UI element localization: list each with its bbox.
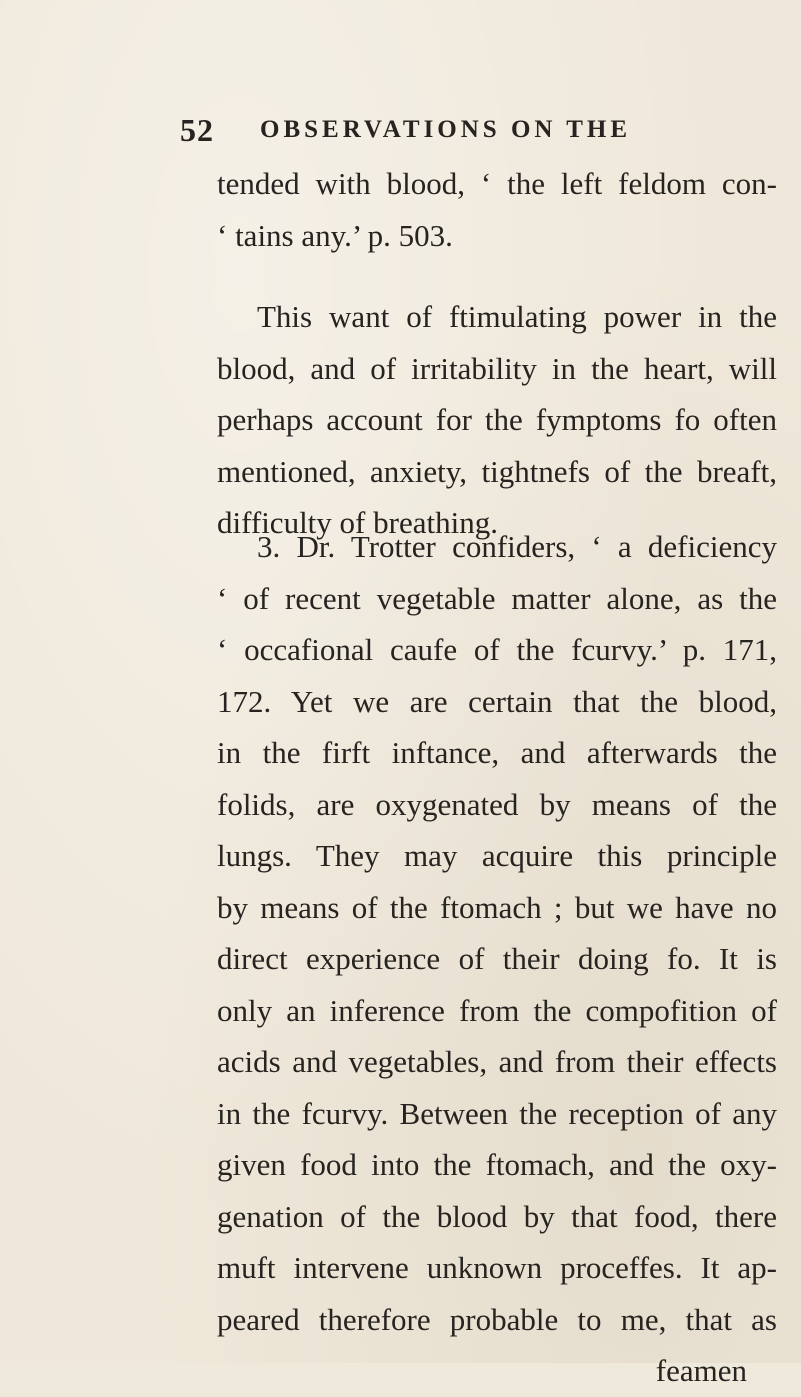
paragraph-trotter	[217, 521, 777, 1397]
text-line: tended with blood, ‘ the left feldom con-	[217, 166, 777, 201]
page-number: 52	[180, 112, 214, 148]
text-line: mentioned, anxiety, tightnefs of the breaft,	[217, 453, 777, 489]
page-header	[180, 112, 632, 152]
text-line: folids, are oxygenated by means of the	[217, 786, 777, 822]
text-line: given food into the ftomach, and the oxy-	[217, 1147, 777, 1182]
text-line: blood, and of irritability in the heart, will	[217, 350, 777, 386]
text-line: difficulty of breathing.	[217, 505, 498, 540]
text-line: 172. Yet we are certain that the blood,	[217, 683, 777, 719]
paragraph-stimulating-power	[217, 291, 777, 549]
running-head: OBSERVATIONS ON THE	[260, 116, 632, 143]
text-line: perhaps account for the fymptoms fo often	[217, 402, 777, 437]
text-line: This want of ftimulating power in the	[257, 299, 777, 334]
text-line: ‘ tains any.’ p. 503.	[217, 217, 453, 253]
text-line: direct experience of their doing fo. It is	[217, 941, 777, 976]
text-line: by means of the ftomach ; but we have no	[217, 889, 777, 925]
catchword: feamen	[655, 1353, 747, 1388]
paragraph-continuation	[217, 158, 777, 261]
text-line: genation of the blood by that food, there	[217, 1198, 777, 1234]
text-line: peared therefore probable to me, that as	[217, 1301, 777, 1337]
text-line: 3. Dr. Trotter confiders, ‘ a deficiency	[257, 529, 777, 564]
text-line: acids and vegetables, and from their effects	[217, 1044, 777, 1079]
text-line: ‘ of recent vegetable matter alone, as the	[217, 580, 777, 616]
text-line: muft intervene unknown proceffes. It ap-	[217, 1250, 777, 1285]
text-line: in the firft inftance, and afterwards the	[217, 735, 777, 770]
text-line: ‘ occafional caufe of the fcurvy.’ p. 171,	[217, 632, 777, 667]
text-line: lungs. They may acquire this principle	[217, 838, 777, 873]
text-line: in the fcurvy. Between the reception of any	[217, 1095, 777, 1131]
text-line: only an inference from the compofition of	[217, 992, 777, 1028]
